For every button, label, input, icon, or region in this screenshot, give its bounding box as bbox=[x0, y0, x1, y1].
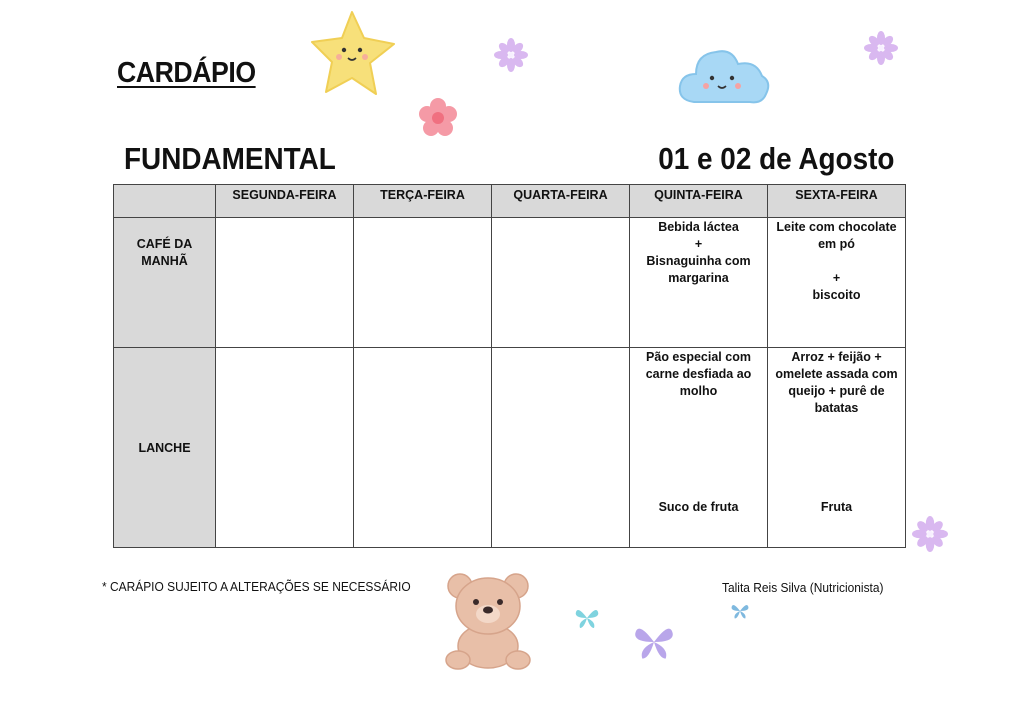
flower-icon bbox=[864, 31, 898, 65]
row-label-breakfast bbox=[114, 218, 216, 348]
menu-line bbox=[768, 253, 905, 270]
menu-line: batatas bbox=[814, 401, 859, 415]
menu-line: + bbox=[694, 237, 703, 251]
table-row bbox=[114, 348, 906, 548]
menu-line: Bisnaguinha com bbox=[646, 254, 751, 268]
row-label-line: LANCHE bbox=[138, 440, 191, 455]
table-row bbox=[114, 218, 906, 348]
menu-table bbox=[113, 184, 906, 548]
menu-line: queijo + purê de bbox=[788, 384, 885, 398]
menu-line: Leite com chocolate bbox=[776, 220, 897, 234]
menu-cell bbox=[492, 218, 630, 348]
flower-icon bbox=[912, 516, 948, 552]
disclaimer-note: * CARÁPIO SUJEITO A ALTERAÇÕES SE NECESSÁRIO bbox=[102, 579, 411, 594]
menu-cell bbox=[768, 348, 906, 548]
menu-line: em pó bbox=[818, 237, 855, 251]
menu-line: carne desfiada ao bbox=[645, 367, 752, 381]
butterfly-icon bbox=[574, 606, 600, 630]
menu-cell bbox=[768, 218, 906, 348]
menu-cell bbox=[630, 218, 768, 348]
menu-line: margarina bbox=[668, 271, 729, 285]
menu-line: + bbox=[832, 271, 841, 285]
menu-cell bbox=[216, 218, 354, 348]
page-title: CARDÁPIO bbox=[117, 57, 256, 89]
menu-line: molho bbox=[679, 384, 718, 398]
level-heading: FUNDAMENTAL bbox=[124, 141, 336, 176]
menu-cell bbox=[630, 348, 768, 548]
menu-cell bbox=[216, 348, 354, 548]
day-header: QUARTA-FEIRA bbox=[492, 185, 630, 218]
cloud-icon bbox=[676, 40, 772, 112]
nutritionist-credit: Talita Reis Silva (Nutricionista) bbox=[722, 580, 884, 595]
row-label-line: MANHÃ bbox=[141, 254, 188, 268]
row-label-line: CAFÉ DA bbox=[136, 237, 193, 251]
date-heading: 01 e 02 de Agosto bbox=[657, 141, 894, 176]
flower-icon bbox=[416, 96, 460, 140]
menu-line: Arroz + feijão + bbox=[791, 350, 882, 364]
butterfly-icon bbox=[730, 602, 750, 620]
row-label-snack bbox=[114, 348, 216, 548]
day-header: SEGUNDA-FEIRA bbox=[216, 185, 354, 218]
menu-line: omelete assada com bbox=[775, 367, 898, 381]
menu-line: Pão especial com bbox=[646, 350, 751, 364]
menu-line: biscoito bbox=[812, 288, 861, 302]
star-icon bbox=[310, 8, 400, 98]
menu-line: Fruta bbox=[820, 500, 853, 514]
menu-cell bbox=[492, 348, 630, 548]
menu-cell bbox=[354, 218, 492, 348]
menu-cell bbox=[354, 348, 492, 548]
corner-cell bbox=[114, 185, 216, 218]
day-header: QUINTA-FEIRA bbox=[630, 185, 768, 218]
butterfly-icon bbox=[632, 622, 676, 662]
menu-line: Suco de fruta bbox=[658, 500, 739, 514]
table-header-row bbox=[114, 185, 906, 218]
flower-icon bbox=[494, 38, 528, 72]
day-header: SEXTA-FEIRA bbox=[768, 185, 906, 218]
day-header: TERÇA-FEIRA bbox=[354, 185, 492, 218]
menu-line: Bebida láctea bbox=[658, 220, 739, 234]
teddy-bear-icon bbox=[440, 570, 536, 670]
